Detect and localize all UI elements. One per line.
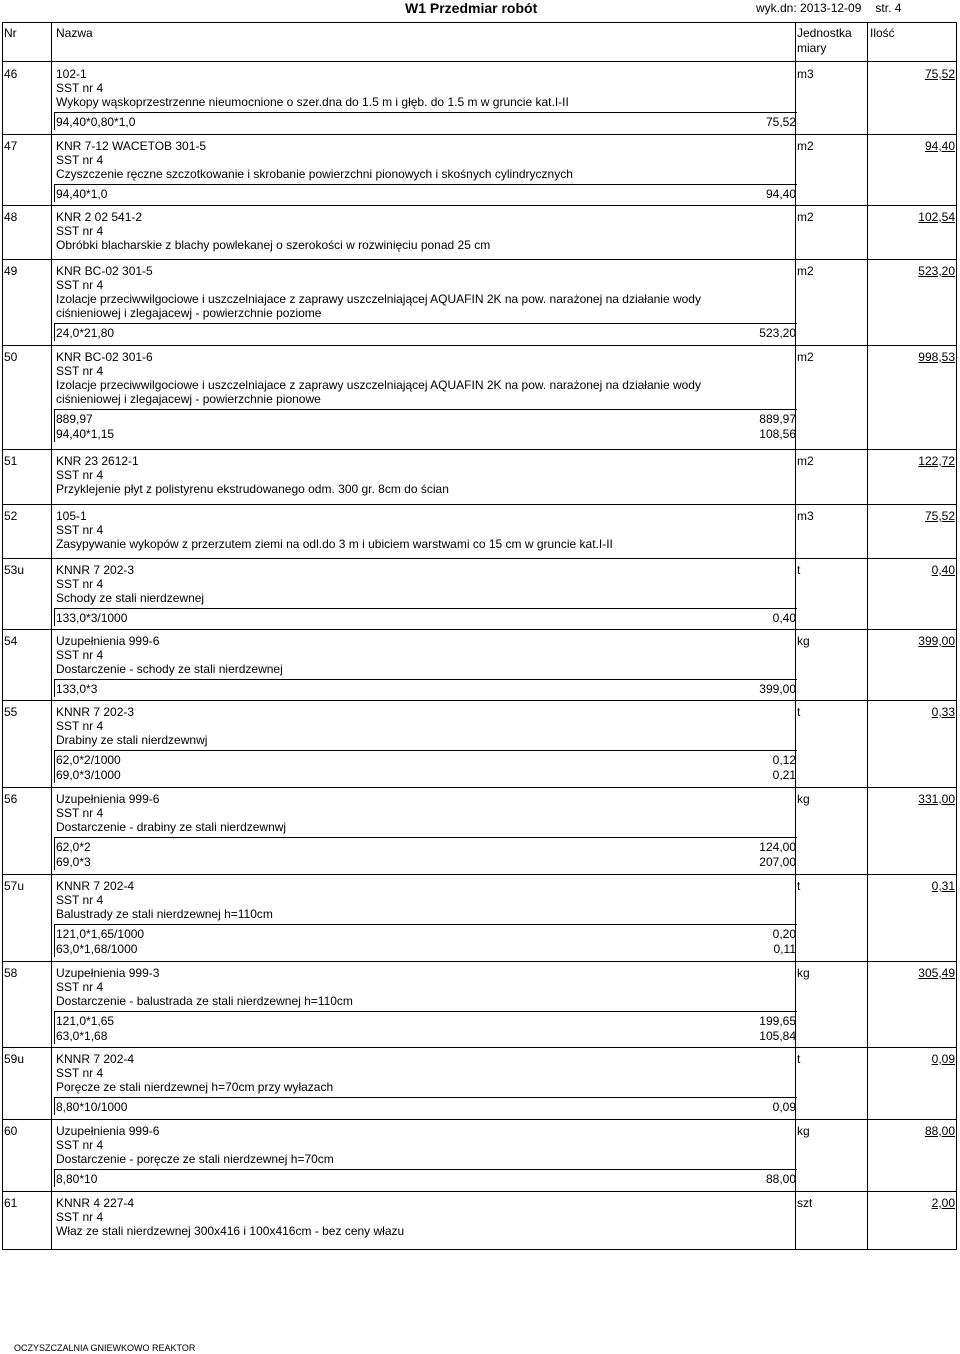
item-quantity: 305,49: [918, 966, 955, 980]
item-quantity: 331,00: [918, 792, 955, 806]
item-code: Uzupełnienia 999-3: [56, 966, 160, 980]
item-description: Właz ze stali nierdzewnej 300x416 i 100x416cm - bez ceny włazu: [56, 1224, 405, 1238]
item-quantity: 94,40: [924, 139, 955, 153]
calc-divider: [54, 1011, 55, 1044]
calc-expression: 63,0*1,68: [56, 1029, 108, 1043]
item-code: 105-1: [56, 509, 87, 523]
item-code: KNNR 7 202-3: [56, 705, 135, 719]
calc-expression: 62,0*2/1000: [56, 753, 121, 767]
calc-expression: 62,0*2: [56, 840, 91, 854]
item-unit: szt: [797, 1196, 813, 1210]
calc-value: 0,21: [772, 768, 796, 782]
item-spec: SST nr 4: [56, 364, 104, 378]
calc-row: [56, 840, 796, 855]
item-description: Izolacje przeciwwilgociowe i uszczelniajace z zaprawy uszczelniającej AQUAFIN 2K na pow. narażonej na działanie wody ciśnieniowej i zlegajacewj - powierzchnie poziome: [56, 292, 701, 320]
item-unit: m2: [797, 350, 814, 364]
row-separator: [2, 1119, 957, 1120]
item-code: KNR 23 2612-1: [56, 454, 139, 468]
calc-row: [56, 768, 796, 783]
calc-value: 105,84: [759, 1029, 796, 1043]
calc-expression: 94,40*0,80*1,0: [56, 115, 136, 129]
item-number: 53u: [4, 563, 25, 577]
item-code: KNNR 7 202-4: [56, 879, 135, 893]
column-header-nr: Nr: [4, 26, 17, 40]
calc-row: [56, 326, 796, 341]
item-unit: kg: [797, 792, 810, 806]
item-description: Drabiny ze stali nierdzewnwj: [56, 733, 208, 747]
calc-expression: 63,0*1,68/1000: [56, 942, 138, 956]
item-quantity: 122,72: [918, 454, 955, 468]
item-number: 51: [4, 454, 18, 468]
row-separator: [2, 629, 957, 630]
calc-expression: 8,80*10/1000: [56, 1100, 128, 1114]
item-code: KNNR 4 227-4: [56, 1196, 135, 1210]
calc-value: 88,00: [765, 1172, 796, 1186]
calc-row: [56, 1100, 796, 1115]
item-description: Dostarczenie - schody ze stali nierdzewnej: [56, 662, 283, 676]
item-unit: m2: [797, 264, 814, 278]
document-title: W1 Przedmiar robót: [405, 0, 538, 16]
calc-value: 124,00: [759, 840, 796, 854]
item-quantity: 88,00: [924, 1124, 955, 1138]
calc-separator: [54, 1169, 797, 1170]
calc-row: [56, 753, 796, 768]
row-separator: [2, 134, 957, 135]
row-separator: [2, 259, 957, 260]
calc-separator: [54, 323, 797, 324]
calc-value: 0,12: [772, 753, 796, 767]
item-quantity: 0,33: [931, 705, 955, 719]
item-unit: m2: [797, 139, 814, 153]
item-quantity: 75,52: [924, 67, 955, 81]
item-description: Dostarczenie - drabiny ze stali nierdzewnwj: [56, 820, 287, 834]
calc-expression: 889,97: [56, 412, 93, 426]
item-code: 102-1: [56, 67, 87, 81]
calc-divider: [54, 323, 55, 341]
item-quantity: 102,54: [918, 210, 955, 224]
row-separator: [2, 558, 957, 559]
item-description: Zasypywanie wykopów z przerzutem ziemi na odl.do 3 m i ubiciem warstwami co 15 cm w gruncie kat.I-II: [56, 537, 613, 551]
calc-divider: [54, 837, 55, 870]
item-description: Przyklejenie płyt z polistyrenu ekstrudowanego odm. 300 gr. 8cm do ścian: [56, 482, 449, 496]
item-unit: t: [797, 563, 801, 577]
column-header-unit: [797, 26, 852, 56]
item-spec: SST nr 4: [56, 1210, 104, 1224]
calc-value: 0,11: [773, 942, 796, 956]
item-spec: SST nr 4: [56, 1138, 104, 1152]
calc-row: [56, 1172, 796, 1187]
item-description: Dostarczenie - poręcze ze stali nierdzewnej h=70cm: [56, 1152, 334, 1166]
item-unit: m2: [797, 454, 814, 468]
item-unit: t: [797, 705, 801, 719]
calc-separator: [54, 750, 797, 751]
calc-row: [56, 927, 796, 942]
row-separator: [2, 345, 957, 346]
row-separator: [2, 874, 957, 875]
item-description: Wykopy wąskoprzestrzenne nieumocnione o szer.dna do 1.5 m i głęb. do 1.5 m w gruncie kat.I-II: [56, 95, 569, 109]
item-number: 60: [4, 1124, 18, 1138]
item-number: 55: [4, 705, 18, 719]
calc-expression: 8,80*10: [56, 1172, 98, 1186]
item-quantity: 0,31: [931, 879, 955, 893]
item-code: KNR BC-02 301-5: [56, 264, 153, 278]
item-spec: SST nr 4: [56, 719, 104, 733]
calc-row: [56, 187, 796, 202]
calc-separator: [54, 679, 797, 680]
header-meta: [756, 1, 915, 15]
calc-divider: [54, 679, 55, 697]
calc-divider: [54, 1097, 55, 1115]
item-unit: kg: [797, 634, 810, 648]
item-spec: SST nr 4: [56, 468, 104, 482]
item-code: KNNR 7 202-3: [56, 563, 135, 577]
item-spec: SST nr 4: [56, 893, 104, 907]
item-spec: SST nr 4: [56, 523, 104, 537]
item-quantity: 2,00: [931, 1196, 955, 1210]
calc-row: [56, 1029, 796, 1044]
item-spec: SST nr 4: [56, 806, 104, 820]
item-description: Obróbki blacharskie z blachy powlekanej o szerokości w rozwinięciu ponad 25 cm: [56, 238, 491, 252]
calc-expression: 24,0*21,80: [56, 326, 115, 340]
item-spec: SST nr 4: [56, 980, 104, 994]
calc-value: 889,97: [759, 412, 796, 426]
calc-value: 399,00: [759, 682, 796, 696]
page-number: str. 4: [875, 1, 902, 15]
item-description: Izolacje przeciwwilgociowe i uszczelniajace z zaprawy uszczelniającej AQUAFIN 2K na pow. narażonej na działanie wody ciśnieniowej i zlegajacewj - powierzchnie pionowe: [56, 378, 701, 406]
calc-value: 75,52: [765, 115, 796, 129]
item-unit: m3: [797, 67, 814, 81]
calc-expression: 121,0*1,65/1000: [56, 927, 145, 941]
item-quantity: 399,00: [918, 634, 955, 648]
calc-row: [56, 1014, 796, 1029]
calc-value: 94,40: [765, 187, 796, 201]
item-number: 56: [4, 792, 18, 806]
calc-row: [56, 855, 796, 870]
item-spec: SST nr 4: [56, 577, 104, 591]
calc-row: [56, 115, 796, 130]
calc-separator: [54, 837, 797, 838]
calc-row: [56, 942, 796, 957]
calc-separator: [54, 409, 797, 410]
item-code: Uzupełnienia 999-6: [56, 1124, 160, 1138]
item-code: KNR 7-12 WACETOB 301-5: [56, 139, 207, 153]
item-number: 47: [4, 139, 18, 153]
calc-separator: [54, 112, 797, 113]
calc-expression: 94,40*1,15: [56, 427, 115, 441]
item-number: 61: [4, 1196, 18, 1210]
row-separator: [2, 504, 957, 505]
item-description: Czyszczenie ręczne szczotkowanie i skrobanie powierzchni pionowych i skośnych cylindrycznych: [56, 167, 573, 181]
calc-divider: [54, 1169, 55, 1187]
calc-row: [56, 427, 796, 442]
item-unit: kg: [797, 966, 810, 980]
calc-value: 0,09: [772, 1100, 796, 1114]
calc-divider: [54, 608, 55, 626]
row-separator: [2, 449, 957, 450]
calc-expression: 94,40*1,0: [56, 187, 108, 201]
item-code: KNR BC-02 301-6: [56, 350, 153, 364]
item-unit: t: [797, 879, 801, 893]
row-separator: [2, 1047, 957, 1048]
row-separator: [2, 700, 957, 701]
item-unit: t: [797, 1052, 801, 1066]
row-separator: [2, 205, 957, 206]
item-number: 59u: [4, 1052, 25, 1066]
calc-divider: [54, 409, 55, 442]
item-description: Schody ze stali nierdzewnej: [56, 591, 205, 605]
item-quantity: 0,40: [931, 563, 955, 577]
calc-expression: 133,0*3: [56, 682, 98, 696]
column-divider: [795, 22, 796, 1250]
item-quantity: 0,09: [931, 1052, 955, 1066]
calc-value: 207,00: [759, 855, 796, 869]
column-header-unit-line1: Jednostka: [797, 26, 852, 40]
column-header-name: Nazwa: [56, 26, 93, 40]
item-unit: m3: [797, 509, 814, 523]
calc-row: [56, 611, 796, 626]
column-header-qty: Ilość: [870, 26, 895, 40]
item-number: 50: [4, 350, 18, 364]
calc-expression: 69,0*3/1000: [56, 768, 121, 782]
calc-divider: [54, 184, 55, 202]
calc-row: [56, 412, 796, 427]
item-number: 57u: [4, 879, 25, 893]
calc-separator: [54, 184, 797, 185]
item-code: Uzupełnienia 999-6: [56, 792, 160, 806]
item-code: Uzupełnienia 999-6: [56, 634, 160, 648]
column-header-unit-line2: miary: [797, 41, 827, 55]
column-divider: [51, 22, 52, 1250]
footer-text: OCZYSZCZALNIA GNIEWKOWO REAKTOR: [14, 1343, 196, 1353]
item-description: Poręcze ze stali nierdzewnej h=70cm przy wyłazach: [56, 1080, 334, 1094]
calc-value: 523,20: [759, 326, 796, 340]
item-number: 49: [4, 264, 18, 278]
calc-divider: [54, 112, 55, 130]
calc-expression: 69,0*3: [56, 855, 91, 869]
calc-expression: 133,0*3/1000: [56, 611, 128, 625]
item-code: KNNR 7 202-4: [56, 1052, 135, 1066]
calc-value: 0,40: [772, 611, 796, 625]
item-quantity: 75,52: [924, 509, 955, 523]
row-separator: [2, 787, 957, 788]
calc-value: 108,56: [759, 427, 796, 441]
item-spec: SST nr 4: [56, 1066, 104, 1080]
item-number: 52: [4, 509, 18, 523]
item-spec: SST nr 4: [56, 648, 104, 662]
item-unit: m2: [797, 210, 814, 224]
calc-separator: [54, 1097, 797, 1098]
item-unit: kg: [797, 1124, 810, 1138]
item-spec: SST nr 4: [56, 81, 104, 95]
item-quantity: 523,20: [918, 264, 955, 278]
item-number: 48: [4, 210, 18, 224]
item-spec: SST nr 4: [56, 278, 104, 292]
calc-value: 199,65: [759, 1014, 796, 1028]
item-description: Dostarczenie - balustrada ze stali nierdzewnej h=110cm: [56, 994, 353, 1008]
document-date: wyk.dn: 2013-12-09: [756, 1, 862, 15]
item-description: Balustrady ze stali nierdzewnej h=110cm: [56, 907, 273, 921]
calc-separator: [54, 924, 797, 925]
item-quantity: 998,53: [918, 350, 955, 364]
calc-value: 0,20: [772, 927, 796, 941]
calc-divider: [54, 924, 55, 957]
header-separator: [2, 61, 957, 62]
calc-row: [56, 682, 796, 697]
calc-divider: [54, 750, 55, 783]
item-number: 46: [4, 67, 18, 81]
item-spec: SST nr 4: [56, 153, 104, 167]
item-number: 58: [4, 966, 18, 980]
calc-separator: [54, 1011, 797, 1012]
row-separator: [2, 1191, 957, 1192]
item-code: KNR 2 02 541-2: [56, 210, 143, 224]
calc-separator: [54, 608, 797, 609]
row-separator: [2, 961, 957, 962]
item-number: 54: [4, 634, 18, 648]
item-spec: SST nr 4: [56, 224, 104, 238]
calc-expression: 121,0*1,65: [56, 1014, 115, 1028]
column-divider: [867, 22, 868, 1250]
